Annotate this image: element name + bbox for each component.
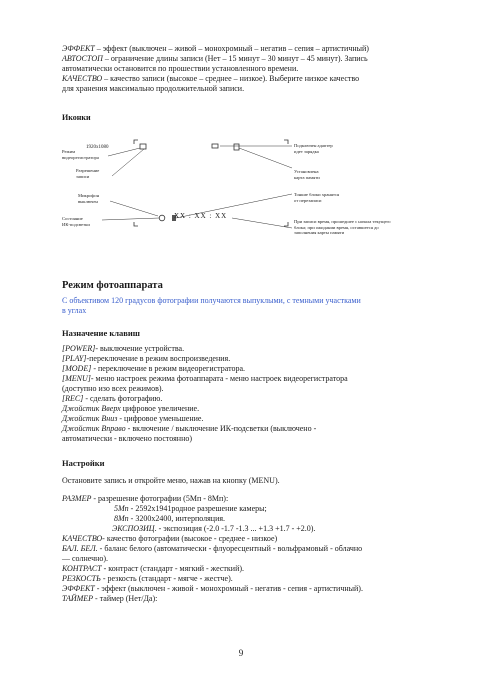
battery-charging-icon: [212, 144, 218, 148]
key-line: автоматически - включено постоянно): [62, 434, 193, 443]
keys-heading: Назначение клавиш: [62, 328, 140, 338]
key-line: Джойстик Вправо - включение / выключение ИК-подсветки (выключено -: [62, 424, 317, 433]
key-line: (доступно изо всех режимов).: [62, 384, 164, 393]
key-line: [MODE] - переключение в режим видеорегистратора.: [62, 364, 246, 373]
key-line: [MENU]- меню настроек режима фотоаппарата - меню настроек видеорегистратора: [62, 374, 348, 383]
ir-icon: [159, 215, 165, 221]
label-resolution: Разрешение записи: [76, 168, 100, 179]
intro-line-quality-cont: для хранения максимально продолжительной записи.: [62, 84, 245, 93]
label-ir-state: Состояние ИК-подсветки: [62, 216, 90, 227]
setting-line: ТАЙМЕР - таймер (Нет/Да):: [62, 594, 158, 603]
intro-line-autostop-cont: автоматически остановится по прошествии установленного времени.: [62, 64, 299, 73]
label-recorder-mode: Режим видеорегистратора: [62, 149, 99, 160]
setting-line: КАЧЕСТВО- качество фотографии (высокое - среднее - низкое): [62, 534, 278, 543]
setting-line: — солнечно).: [62, 554, 109, 563]
screen-resolution: 1920x1080: [86, 145, 109, 150]
setting-line: ЭКСПОЗИЦ. - экспозиция (-2.0 -1.7 -1.3 ... +1.3 +1.7 - +2.0).: [112, 524, 316, 533]
photo-mode-note-1: С объективом 120 градусов фотографии получаются выпуклыми, с темными участками: [62, 296, 361, 305]
setting-line: 5Mп - 2592x1941родное разрешение камеры;: [114, 504, 267, 513]
setting-line: ЭФФЕКТ - эффект (выключен - живой - монохромный - негатив - сепия - артистичный).: [62, 584, 363, 593]
key-line: Джойстик Вниз - цифровое уменьшение.: [62, 414, 204, 423]
settings-intro: Остановите запись и откройте меню, нажав на кнопку (MENU).: [62, 476, 280, 485]
label-card: Установлена карта памяти: [294, 169, 320, 180]
intro-line-autostop: АВТОСТОП – ограничение длины записи (Нет – 15 минут – 30 минут – 45 минут). Запись: [62, 54, 368, 63]
key-line: [POWER]- выключение устройства.: [62, 344, 185, 353]
label-mic-off: Микрофон выключен: [78, 193, 100, 204]
label-charging: Подключен адаптер идет зарядка: [294, 143, 333, 154]
setting-line: БАЛ. БЕЛ. - баланс белого (автоматически - флуоресцентный - вольфрамовый - облачно: [62, 544, 363, 553]
photo-mode-note-2: в углах: [62, 306, 87, 315]
camera-mode-icon: [140, 144, 146, 149]
page-number: 9: [238, 648, 244, 658]
screen-time: XX : XX : XX: [174, 212, 228, 220]
setting-line: РАЗМЕР - разрешение фотографии (5Мп - 8Мп):: [62, 494, 229, 503]
intro-line-quality: КАЧЕСТВО – качество записи (высокое – среднее – низкое). Выберите низкое качество: [62, 74, 360, 83]
setting-line: РЕЗКОСТЬ - резкость (стандарт - мягче - жестче).: [62, 574, 233, 583]
photo-mode-heading: Режим фотоаппарата: [62, 280, 163, 291]
key-line: [REC] - сделать фотографию.: [62, 394, 163, 403]
setting-line: 8Mп - 3200x2400, интерполяция.: [114, 514, 226, 523]
label-time-note: При записи время, прошедшее с начала текущего блока; при ожидании время, оставшееся до заполнения карты памяти: [294, 219, 391, 236]
icons-heading: Иконки: [62, 113, 91, 122]
memory-card-icon: [234, 144, 239, 150]
settings-heading: Настройки: [62, 458, 105, 468]
label-protected: Тонкие блоки хранятся от перезаписи: [294, 192, 340, 203]
setting-line: КОНТРАСТ - контраст (стандарт - мягкий - жесткий).: [62, 564, 245, 573]
key-line: [PLAY]-переключение в режим воспроизведения.: [62, 354, 231, 363]
key-line: Джойстик Вверх цифровое увеличение.: [62, 404, 200, 413]
intro-line-effect: ЭФФЕКТ – эффект (выключен – живой – монохромный – негатив – сепия – артистичный): [62, 44, 369, 53]
